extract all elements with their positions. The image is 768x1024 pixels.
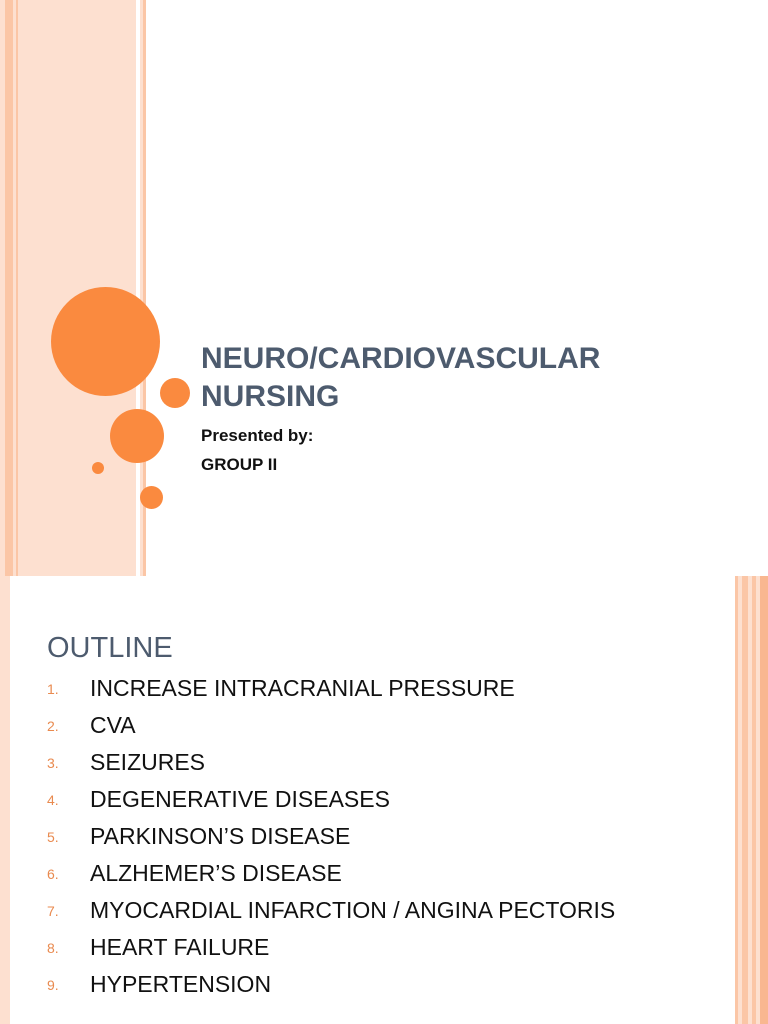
decorative-stripe xyxy=(760,576,768,1024)
list-text: HEART FAILURE xyxy=(90,934,270,960)
list-number: 8. xyxy=(47,939,59,956)
list-text: DEGENERATIVE DISEASES xyxy=(90,786,390,812)
decorative-stripe xyxy=(136,0,140,576)
list-number: 1. xyxy=(47,680,59,697)
decorative-band xyxy=(0,576,10,1024)
group-name: GROUP II xyxy=(201,455,278,474)
list-item xyxy=(47,966,615,1003)
decorative-circle-medium xyxy=(160,378,190,408)
list-item xyxy=(47,707,615,744)
decorative-stripe xyxy=(5,0,13,576)
list-number: 5. xyxy=(47,828,59,845)
list-item xyxy=(47,929,615,966)
list-text: ALZHEMER’S DISEASE xyxy=(90,860,342,886)
decorative-stripe xyxy=(16,0,18,576)
decorative-circle-small xyxy=(92,462,104,474)
list-text: HYPERTENSION xyxy=(90,971,272,997)
presentation-title xyxy=(201,340,741,416)
list-number: 2. xyxy=(47,717,59,734)
list-number: 4. xyxy=(47,791,59,808)
list-number: 9. xyxy=(47,976,59,993)
list-item xyxy=(47,855,615,892)
list-number: 3. xyxy=(47,754,59,771)
list-item xyxy=(47,892,615,929)
list-text: MYOCARDIAL INFARCTION / ANGINA PECTORIS xyxy=(90,897,616,923)
decorative-stripe xyxy=(742,576,748,1024)
decorative-circle-small xyxy=(140,486,163,509)
title-line-1: NEURO/CARDIOVASCULAR xyxy=(201,342,601,375)
outline-title: OUTLINE xyxy=(47,632,173,664)
list-text: CVA xyxy=(90,712,136,738)
list-item xyxy=(47,670,615,707)
decorative-stripe xyxy=(752,576,756,1024)
outline-slide xyxy=(0,576,768,1024)
list-text: SEIZURES xyxy=(90,749,206,775)
presented-by-label: Presented by: xyxy=(201,426,314,445)
title-line-2: NURSING xyxy=(201,380,340,413)
list-item xyxy=(47,781,615,818)
list-number: 6. xyxy=(47,865,59,882)
decorative-stripe xyxy=(735,576,738,1024)
decorative-circle-medium xyxy=(110,409,164,463)
decorative-band xyxy=(0,0,144,576)
list-item xyxy=(47,818,615,855)
outline-list xyxy=(47,670,615,1003)
list-number: 7. xyxy=(47,902,59,919)
decorative-circle-large xyxy=(51,287,160,396)
list-item xyxy=(47,744,615,781)
list-text: INCREASE INTRACRANIAL PRESSURE xyxy=(90,675,515,701)
list-text: PARKINSON’S DISEASE xyxy=(90,823,351,849)
